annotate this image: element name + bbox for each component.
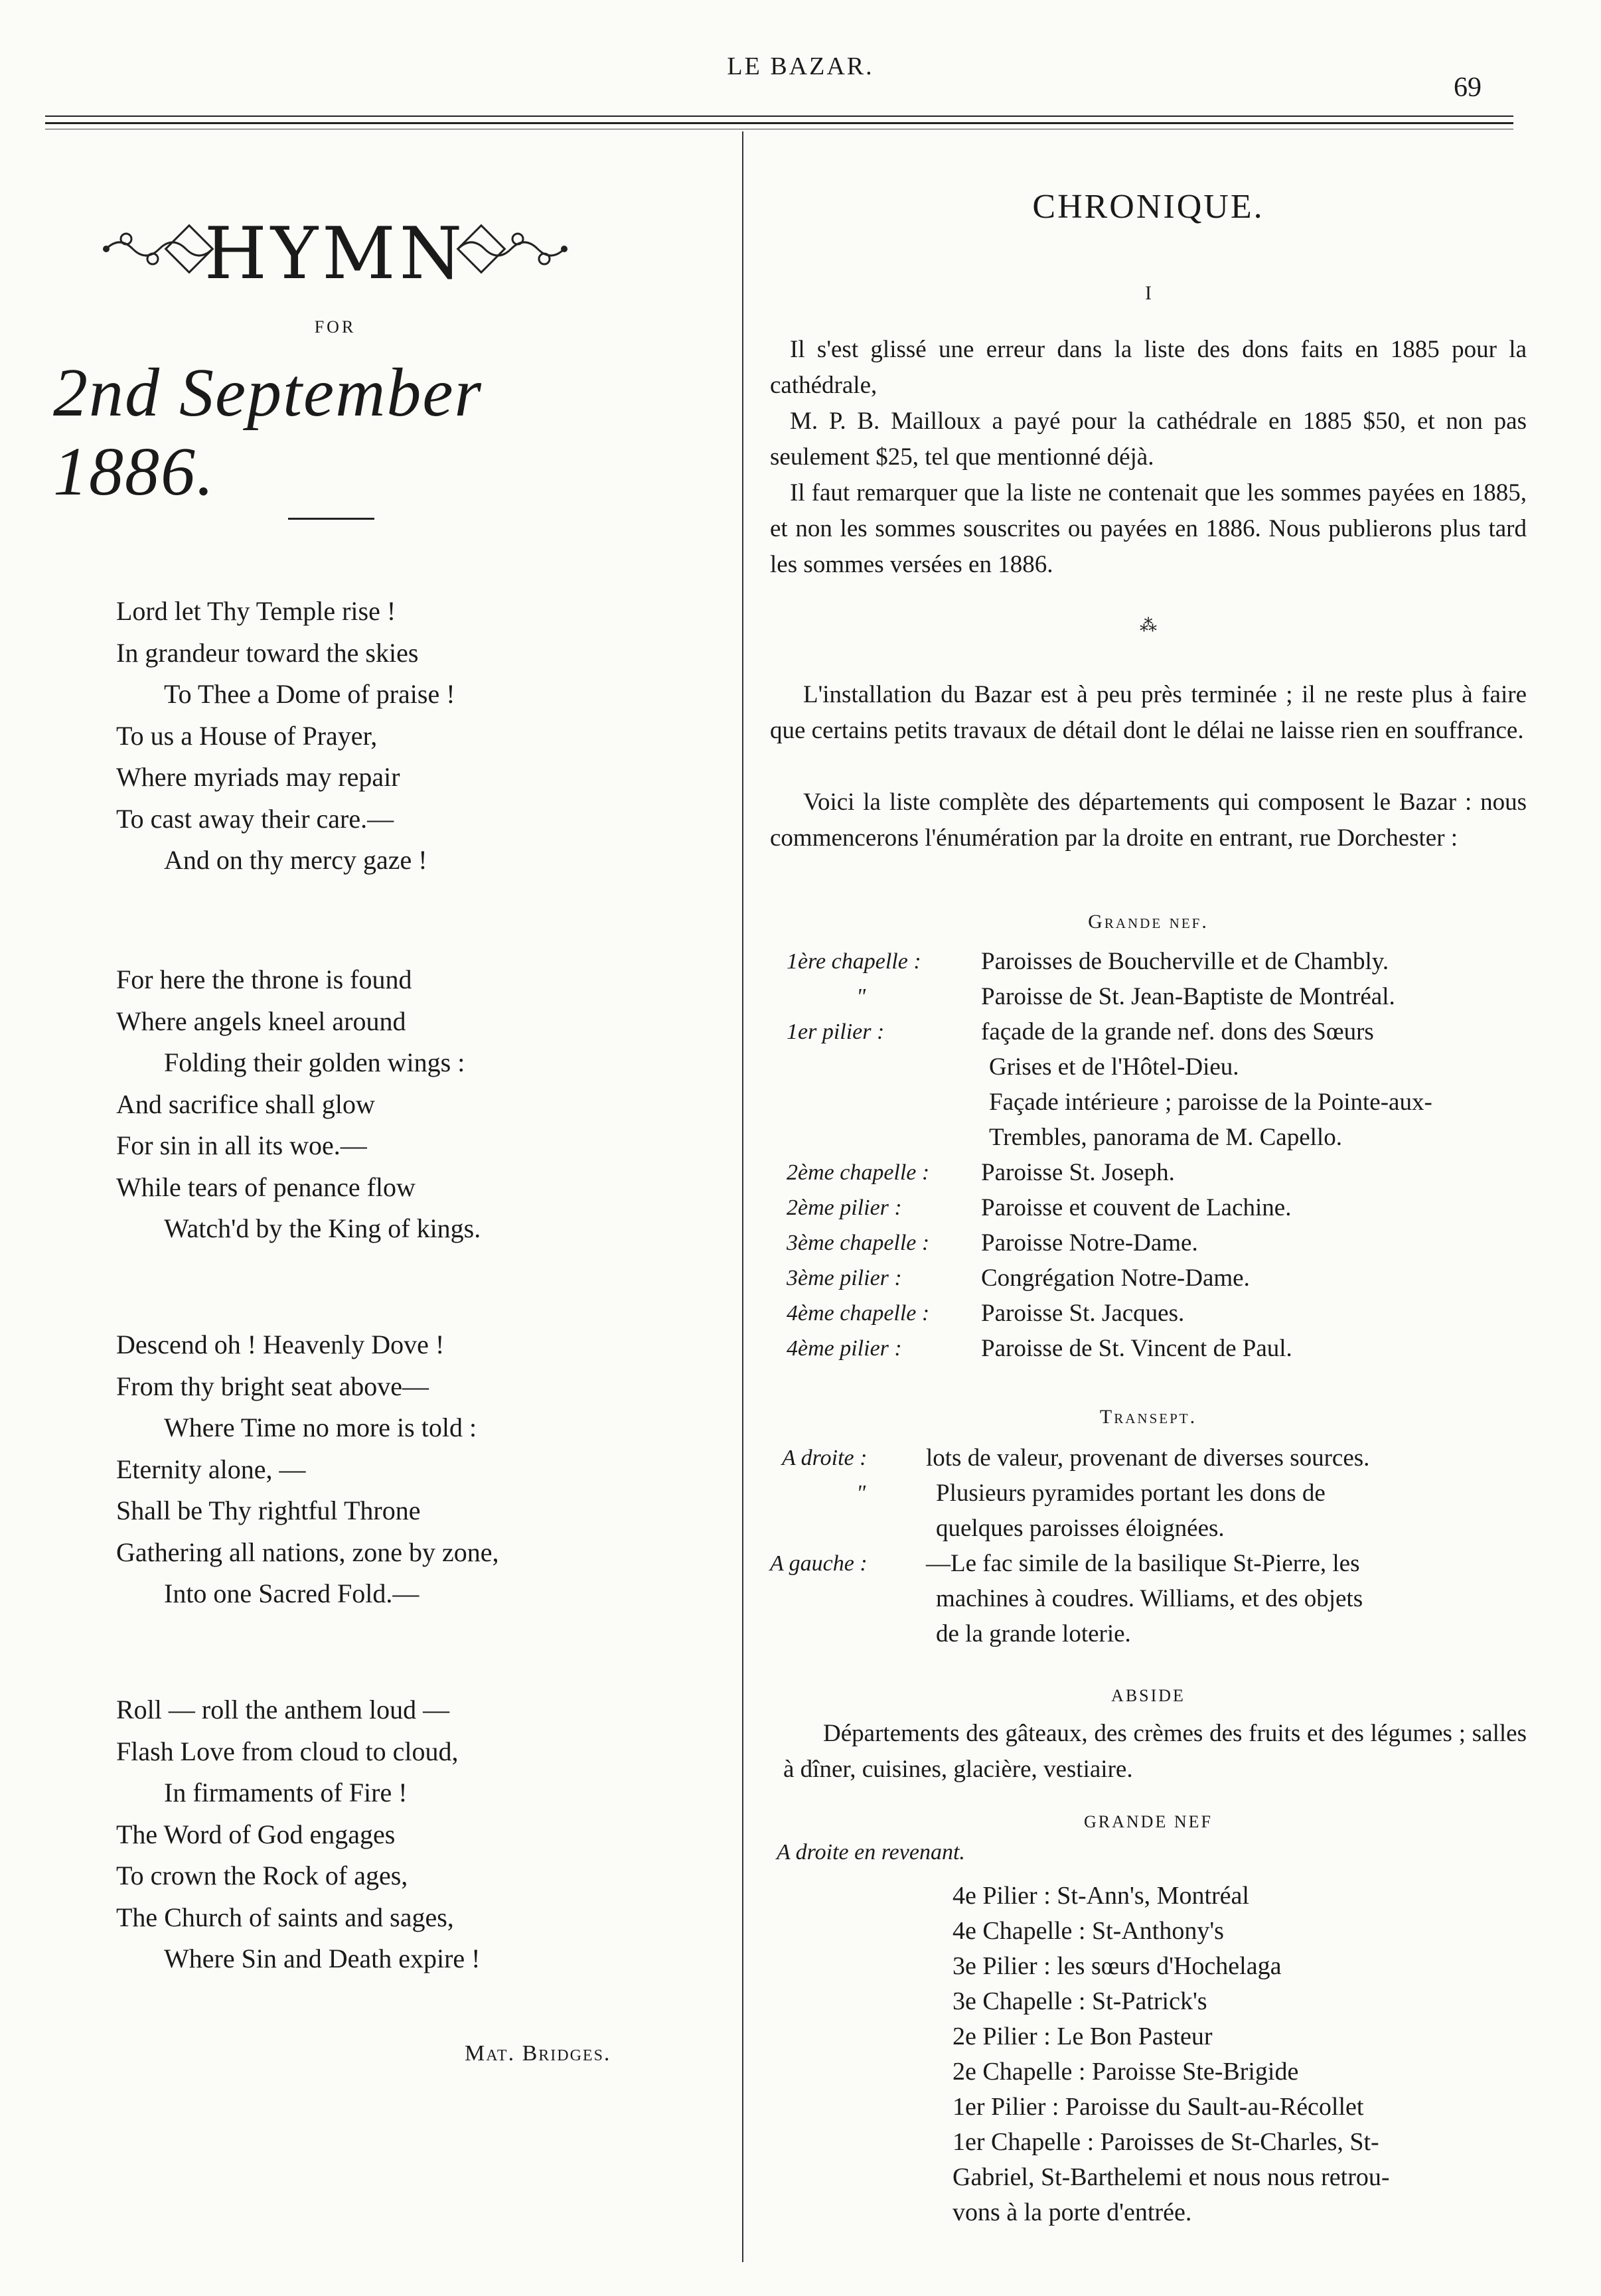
list-item: 3e Chapelle : St-Patrick's xyxy=(953,1987,1207,2015)
verse-line: Descend oh ! Heavenly Dove ! xyxy=(116,1330,445,1359)
list-item: 2e Pilier : Le Bon Pasteur xyxy=(953,2023,1213,2050)
item-label: 3ème chapelle : xyxy=(787,1231,930,1255)
item-label: 1ère chapelle : xyxy=(787,949,921,974)
item-text: Congrégation Notre-Dame. xyxy=(981,1264,1250,1292)
paragraph: Départements des gâteaux, des crèmes des fruits et des légumes ; salles à dîner, cuisines, glacière, vestiaire. xyxy=(783,1720,1527,1783)
paragraph: Il faut remarquer que la liste ne contenait que les sommes payées en 1885, et non les sommes souscrites ou payées en 1886. Nous publierons plus tard les sommes versées en 1886. xyxy=(770,479,1527,578)
paragraph: Voici la liste complète des départements qui composent le Bazar : nous commencerons l'énumération par la droite en entrant, rue Dorchester : xyxy=(770,789,1527,852)
stanza-1 xyxy=(116,591,714,881)
item-text: Paroisses de Boucherville et de Chambly. xyxy=(981,948,1389,975)
verse-line: Into one Sacred Fold.— xyxy=(164,1578,419,1608)
item-text: —Le fac simile de la basilique St-Pierre, les xyxy=(926,1550,1360,1577)
verse-line: For sin in all its woe.— xyxy=(116,1130,367,1160)
item-label: A droite : xyxy=(782,1446,868,1470)
item-label: 2ème chapelle : xyxy=(787,1160,930,1185)
verse-line: Where myriads may repair xyxy=(116,762,400,792)
hymn-date-title: 2nd September 1886. xyxy=(53,354,483,510)
verse-line: For here the throne is found xyxy=(116,964,412,994)
asterism: ⁂ xyxy=(1140,616,1157,635)
item-text: Plusieurs pyramides portant les dons de xyxy=(936,1480,1326,1507)
list-item: 4e Pilier : St-Ann's, Montréal xyxy=(953,1882,1249,1910)
verse-line: Roll — roll the anthem loud — xyxy=(116,1695,450,1724)
list-item: vons à la porte d'entrée. xyxy=(953,2198,1192,2226)
verse-line: Flash Love from cloud to cloud, xyxy=(116,1736,459,1766)
item-label: 3ème pilier : xyxy=(787,1266,902,1290)
verse-line: To crown the Rock of ages, xyxy=(116,1861,408,1890)
item-text: Façade intérieure ; paroisse de la Pointe-aux- xyxy=(989,1089,1432,1116)
section-heading-grande-nef-2: GRANDE NEF xyxy=(1084,1812,1213,1831)
stanza-4 xyxy=(116,1689,714,1980)
verse-line: Lord let Thy Temple rise ! xyxy=(116,596,396,626)
header-rule xyxy=(45,122,1513,124)
section-heading-grande-nef: Grande nef. xyxy=(1088,911,1209,933)
item-text: Paroisse et couvent de Lachine. xyxy=(981,1194,1292,1221)
list-item: 1er Pilier : Paroisse du Sault-au-Récollet xyxy=(953,2093,1364,2121)
verse-line: Where Sin and Death expire ! xyxy=(164,1944,481,1973)
verse-line: To Thee a Dome of praise ! xyxy=(164,679,455,709)
item-text: quelques paroisses éloignées. xyxy=(936,1515,1225,1542)
header-rule xyxy=(45,115,1513,117)
paragraph: L'installation du Bazar est à peu près terminée ; il ne reste plus à faire que certains petits travaux de détail dont le délai ne laisse rien en souffrance. xyxy=(770,681,1527,744)
item-label: " xyxy=(856,984,866,1009)
column-divider xyxy=(742,131,743,2262)
stanza-2 xyxy=(116,959,714,1250)
verse-line: While tears of penance flow xyxy=(116,1172,416,1202)
verse-line: Shall be Thy rightful Throne xyxy=(116,1495,421,1525)
verse-line: In firmaments of Fire ! xyxy=(164,1778,408,1807)
item-text: lots de valeur, provenant de diverses sources. xyxy=(926,1444,1370,1472)
page-number: 69 xyxy=(1454,72,1482,103)
paragraph: M. P. B. Mailloux a payé pour la cathédrale en 1885 $50, et non pas seulement $25, tel que mentionné déjà. xyxy=(770,408,1527,471)
verse-line: To us a House of Prayer, xyxy=(116,720,378,751)
verse-line: Watch'd by the King of kings. xyxy=(164,1213,481,1243)
running-title: LE BAZAR. xyxy=(727,52,874,80)
item-text: de la grande loterie. xyxy=(936,1620,1131,1647)
verse-line: And on thy mercy gaze ! xyxy=(164,845,427,875)
item-text: Paroisse de St. Jean-Baptiste de Montréal. xyxy=(981,983,1395,1010)
verse-line: The Church of saints and sages, xyxy=(116,1902,454,1932)
item-text: Paroisse St. Jacques. xyxy=(981,1300,1185,1327)
item-label: " xyxy=(856,1481,866,1505)
item-label: 1er pilier : xyxy=(787,1020,885,1044)
item-text: Paroisse Notre-Dame. xyxy=(981,1229,1198,1257)
verse-line: To cast away their care.— xyxy=(116,803,394,834)
hymn-for: FOR xyxy=(314,317,356,337)
list-item: Gabriel, St-Barthelemi et nous nous retrou- xyxy=(953,2163,1390,2191)
verse-line: And sacrifice shall glow xyxy=(116,1089,375,1119)
author-signature: Mat. Bridges. xyxy=(465,2041,611,2066)
item-text: Paroisse de St. Vincent de Paul. xyxy=(981,1335,1292,1362)
section-heading-transept: Transept. xyxy=(1099,1406,1197,1428)
list-item: 4e Chapelle : St-Anthony's xyxy=(953,1917,1224,1945)
verse-line: From thy bright seat above— xyxy=(116,1371,429,1401)
chronique-title: CHRONIQUE. xyxy=(1032,188,1264,226)
item-label: 4ème chapelle : xyxy=(787,1301,930,1326)
item-label: 2ème pilier : xyxy=(787,1195,902,1220)
item-label: 4ème pilier : xyxy=(787,1336,902,1361)
item-text: Trembles, panorama de M. Capello. xyxy=(989,1124,1342,1151)
sub-label: A droite en revenant. xyxy=(777,1840,965,1865)
paragraph: Il s'est glissé une erreur dans la liste des dons faits en 1885 pour la cathédrale, xyxy=(770,336,1527,399)
verse-line: In grandeur toward the skies xyxy=(116,637,419,668)
item-text: façade de la grande nef. dons des Sœurs xyxy=(981,1018,1374,1045)
title-rule xyxy=(288,518,374,520)
verse-line: The Word of God engages xyxy=(116,1819,396,1849)
page-header xyxy=(0,0,1601,139)
section-number: I xyxy=(1145,282,1152,304)
item-text: Grises et de l'Hôtel-Dieu. xyxy=(989,1053,1239,1081)
list-item: 2e Chapelle : Paroisse Ste-Brigide xyxy=(953,2058,1299,2086)
verse-line: Folding their golden wings : xyxy=(164,1047,465,1077)
list-item: 1er Chapelle : Paroisses de St-Charles, St- xyxy=(953,2128,1379,2156)
item-text: machines à coudres. Williams, et des objets xyxy=(936,1585,1363,1612)
hymn-title: HYMN xyxy=(204,212,467,295)
list-item: 3e Pilier : les sœurs d'Hochelaga xyxy=(953,1952,1282,1980)
verse-line: Gathering all nations, zone by zone, xyxy=(116,1537,499,1567)
item-label: A gauche : xyxy=(770,1551,868,1576)
hymn-banner xyxy=(100,199,571,299)
verse-line: Where angels kneel around xyxy=(116,1006,406,1036)
verse-line: Where Time no more is told : xyxy=(164,1413,477,1442)
verse-line: Eternity alone, — xyxy=(116,1454,306,1484)
item-text: Paroisse St. Joseph. xyxy=(981,1159,1175,1186)
stanza-3 xyxy=(116,1324,714,1615)
section-heading-abside: ABSIDE xyxy=(1111,1686,1185,1705)
